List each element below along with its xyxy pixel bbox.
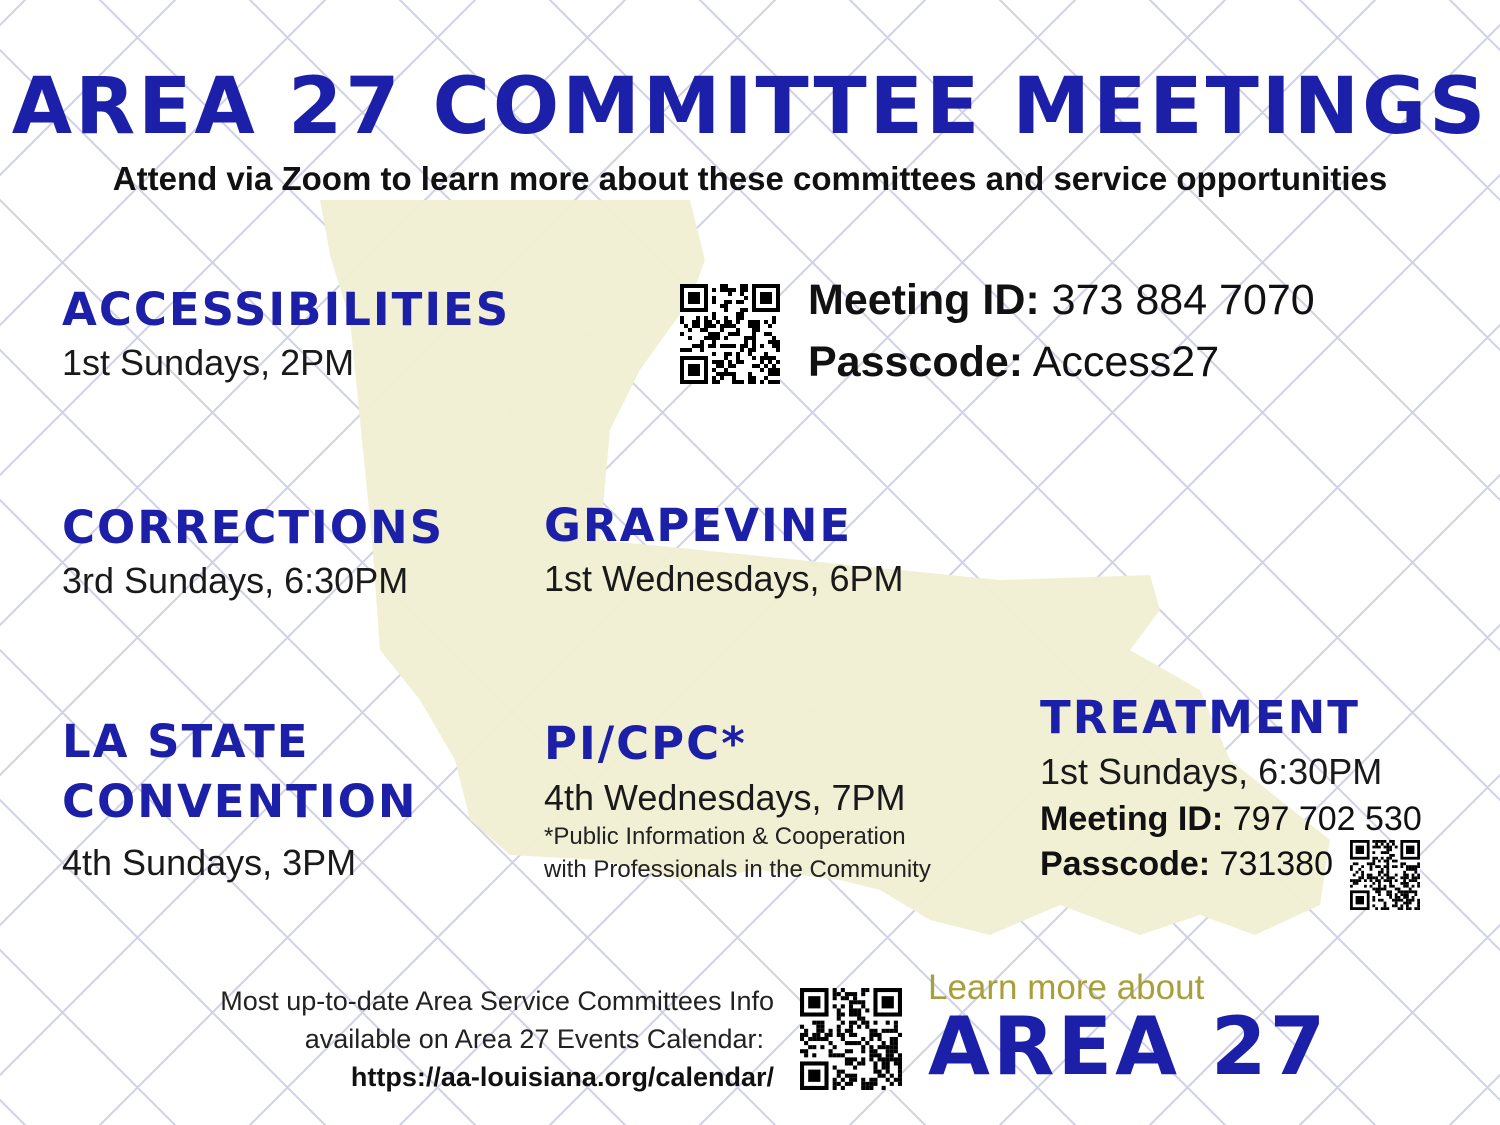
grapevine-heading: GRAPEVINE [544, 499, 853, 552]
meeting-id-value: 797 702 530 [1232, 800, 1422, 838]
passcode-value: 731380 [1219, 845, 1334, 883]
la-state-schedule: 4th Sundays, 3PM [62, 842, 357, 883]
pi-cpc-schedule: 4th Wednesdays, 7PM [544, 777, 906, 818]
calendar-link[interactable]: https://aa-louisiana.org/calendar/ [350, 1062, 774, 1092]
treatment-qr-code-icon[interactable] [1350, 840, 1420, 910]
footer-info-line2: available on Area 27 Events Calendar: [304, 1024, 764, 1054]
pi-cpc-note-line2: with Professionals in the Community [544, 856, 931, 883]
treatment-meeting-id [1040, 800, 1422, 839]
footer-info-line1: Most up-to-date Area Service Committees Info [220, 986, 774, 1016]
footer-qr-code-icon[interactable] [800, 988, 902, 1090]
treatment-heading: TREATMENT [1040, 691, 1360, 744]
pi-cpc-note-line1: *Public Information & Cooperation [544, 823, 906, 850]
treatment-passcode [1040, 845, 1333, 884]
page-title: AREA 27 COMMITTEE MEETINGS [11, 62, 1489, 152]
la-state-heading-line2: CONVENTION [62, 775, 418, 828]
meeting-id-label: Meeting ID: [808, 276, 1040, 324]
area-27-link[interactable]: AREA 27 [928, 1000, 1329, 1093]
page-subtitle: Attend via Zoom to learn more about these committees and service opportunities [112, 160, 1388, 197]
grapevine-schedule: 1st Wednesdays, 6PM [544, 558, 904, 599]
accessibilities-qr-code-icon[interactable] [680, 284, 780, 384]
passcode-label: Passcode: [808, 338, 1024, 386]
passcode-label: Passcode: [1040, 845, 1211, 883]
treatment-schedule: 1st Sundays, 6:30PM [1040, 751, 1383, 792]
corrections-heading: CORRECTIONS [62, 501, 445, 554]
passcode-value: Access27 [1032, 338, 1220, 386]
meeting-id-value: 373 884 7070 [1051, 276, 1315, 324]
meeting-id-label: Meeting ID: [1040, 800, 1224, 838]
la-state-heading-line1: LA STATE [62, 715, 310, 768]
pi-cpc-heading: PI/CPC* [544, 717, 747, 770]
accessibilities-passcode [808, 338, 1219, 387]
corrections-schedule: 3rd Sundays, 6:30PM [62, 560, 409, 601]
accessibilities-schedule: 1st Sundays, 2PM [62, 342, 355, 383]
accessibilities-meeting-id [808, 276, 1315, 325]
accessibilities-heading: ACCESSIBILITIES [62, 283, 511, 336]
learn-more-text: Learn more about [928, 968, 1205, 1007]
